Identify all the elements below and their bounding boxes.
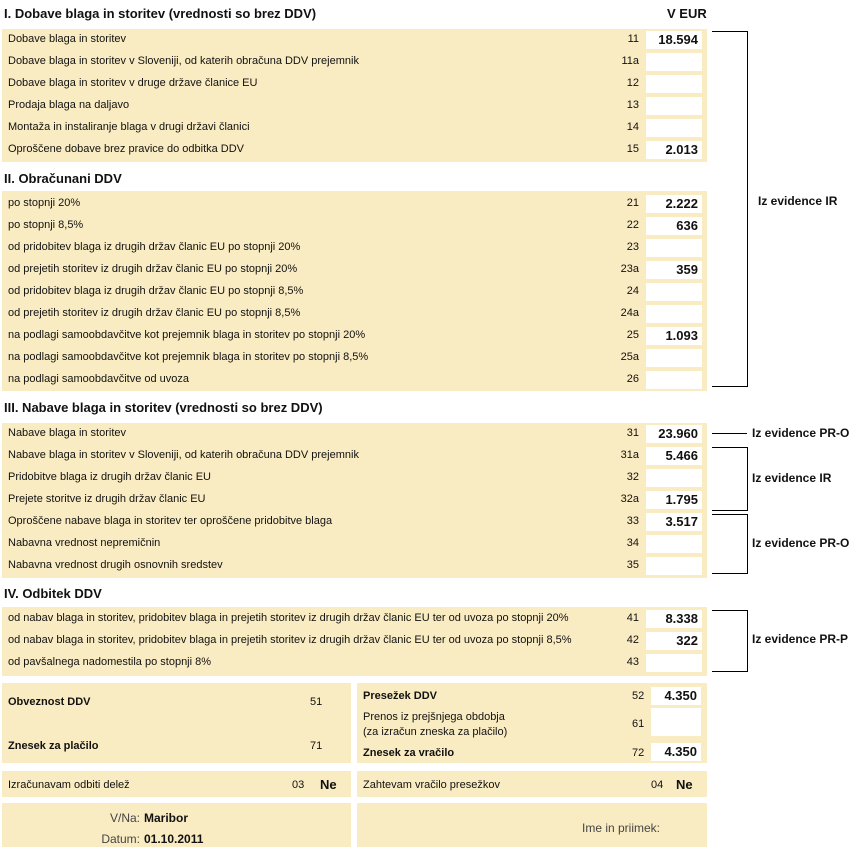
form-row-25 — [2, 325, 707, 347]
form-row-33 — [2, 511, 707, 533]
odbitni-delez-num: 03 — [292, 779, 305, 791]
form-row-22 — [2, 215, 707, 237]
row-number: 32 — [626, 471, 639, 483]
row-label: od prejetih storitev iz drugih držav članic EU po stopnji 8,5% — [8, 307, 301, 319]
row-value-field[interactable] — [646, 535, 702, 553]
row-label: po stopnji 20% — [8, 197, 81, 209]
znesek-vracilo-field[interactable]: 4.350 — [651, 743, 701, 761]
row-label: Prejete storitve iz drugih držav članic EU — [8, 493, 206, 505]
vracilo-presezkov-panel — [357, 771, 707, 797]
row-value-field[interactable] — [646, 371, 702, 389]
row-number: 15 — [626, 143, 639, 155]
row-number: 23a — [620, 263, 639, 275]
row-label: Prodaja blaga na daljavo — [8, 99, 130, 111]
section-2-panel — [2, 191, 707, 391]
row-number: 34 — [626, 537, 639, 549]
form-row-32 — [2, 467, 707, 489]
form-row-31 — [2, 423, 707, 445]
form-row-12 — [2, 73, 707, 95]
presezek-num: 52 — [632, 690, 645, 702]
row-value-field[interactable] — [646, 97, 702, 115]
row-label: Dobave blaga in storitev — [8, 33, 127, 45]
note-evidence-ir-1: Iz evidence IR — [758, 194, 838, 208]
row-number: 35 — [626, 559, 639, 571]
prenos-num: 61 — [632, 718, 645, 730]
row-label: na podlagi samoobdavčitve kot prejemnik blaga in storitev po stopnji 20% — [8, 329, 366, 341]
form-row-25a — [2, 347, 707, 369]
row-number: 31 — [626, 427, 639, 439]
row-label: Nabave blaga in storitev v Sloveniji, od katerih obračuna DDV prejemnik — [8, 449, 359, 461]
vracilo-presezkov-value[interactable]: Ne — [676, 777, 693, 792]
form-row-26 — [2, 369, 707, 391]
note-evidence-ir-2: Iz evidence IR — [752, 471, 832, 485]
presezek-label: Presežek DDV — [363, 690, 437, 702]
datum-value: 01.10.2011 — [144, 832, 204, 846]
row-label: od prejetih storitev iz drugih držav članic EU po stopnji 20% — [8, 263, 298, 275]
row-number: 11 — [627, 33, 639, 45]
row-number: 24a — [620, 307, 639, 319]
summary-right-panel — [357, 683, 707, 763]
vracilo-presezkov-num: 04 — [651, 779, 664, 791]
row-value-field[interactable]: 18.594 — [646, 31, 702, 49]
footer-right-panel — [357, 803, 707, 847]
obveznost-label: Obveznost DDV — [8, 696, 91, 708]
row-number: 14 — [626, 121, 639, 133]
row-label: Nabavna vrednost nepremičnin — [8, 537, 161, 549]
row-value-field[interactable] — [646, 53, 702, 71]
row-value-field[interactable]: 23.960 — [646, 425, 702, 443]
bracket-ir-1 — [712, 31, 748, 387]
footer-left-panel — [2, 803, 351, 847]
form-row-24a — [2, 303, 707, 325]
section-1-panel — [2, 29, 707, 162]
row-label: Oproščene dobave brez pravice do odbitka DDV — [8, 143, 245, 155]
note-evidence-pr-p: Iz evidence PR-P — [752, 632, 849, 646]
row-number: 22 — [626, 219, 639, 231]
row-value-field[interactable] — [646, 557, 702, 575]
row-number: 31a — [620, 449, 639, 461]
row-value-field[interactable] — [646, 305, 702, 323]
row-number: 26 — [626, 373, 639, 385]
prenos-label-line1: Prenos iz prejšnjega obdobja — [363, 711, 505, 723]
prenos-label-line2: (za izračun zneska za plačilo) — [363, 726, 508, 738]
section-3-panel — [2, 423, 707, 578]
row-value-field[interactable]: 2.222 — [646, 195, 702, 213]
currency-header: V EUR — [667, 6, 707, 21]
row-label: po stopnji 8,5% — [8, 219, 84, 231]
row-number: 41 — [626, 612, 639, 624]
bracket-ir-2 — [712, 447, 748, 511]
row-value-field[interactable] — [646, 75, 702, 93]
znesek-placilo-num: 71 — [310, 740, 323, 752]
row-label: na podlagi samoobdavčitve kot prejemnik blaga in storitev po stopnji 8,5% — [8, 351, 369, 363]
row-label: od pridobitev blaga iz drugih držav članic EU po stopnji 20% — [8, 241, 301, 253]
odbitni-delez-panel — [2, 771, 351, 797]
prenos-field[interactable] — [651, 708, 701, 736]
form-row-11 — [2, 29, 707, 51]
section-1-title: I. Dobave blaga in storitev (vrednosti so brez DDV) — [4, 6, 317, 21]
row-value-field[interactable]: 1.093 — [646, 327, 702, 345]
form-row-41 — [2, 608, 707, 630]
row-label: od nabav blaga in storitev, pridobitev blaga in prejetih storitev iz drugih držav članic EU ter od uvoza po stopnji 20% — [8, 612, 569, 624]
ime-priimek-label: Ime in priimek: — [582, 821, 661, 835]
row-number: 33 — [626, 515, 639, 527]
row-value-field[interactable]: 359 — [646, 261, 702, 279]
bracket-pr-p — [712, 610, 748, 672]
section-3-title: III. Nabave blaga in storitev (vrednosti so brez DDV) — [4, 400, 323, 415]
row-label: Oproščene nabave blaga in storitev ter oproščene pridobitve blaga — [8, 515, 333, 527]
row-value-field[interactable]: 3.517 — [646, 513, 702, 531]
row-number: 42 — [626, 634, 639, 646]
row-number: 25a — [620, 351, 639, 363]
form-row-14 — [2, 117, 707, 139]
form-row-15 — [2, 139, 707, 161]
row-number: 13 — [626, 99, 639, 111]
vracilo-presezkov-label: Zahtevam vračilo presežkov — [363, 779, 500, 791]
form-row-13 — [2, 95, 707, 117]
row-value-field[interactable]: 8.338 — [646, 610, 702, 628]
form-row-32a — [2, 489, 707, 511]
form-row-24 — [2, 281, 707, 303]
note-evidence-pr-o-2: Iz evidence PR-O — [752, 536, 850, 550]
row-label: Montaža in instaliranje blaga v drugi državi članici — [8, 121, 250, 133]
bracket-pr-o-1 — [712, 433, 747, 434]
row-label: Nabave blaga in storitev — [8, 427, 127, 439]
section-4-panel — [2, 607, 707, 676]
row-label: Nabavna vrednost drugih osnovnih sredstev — [8, 559, 223, 571]
row-value-field[interactable] — [646, 654, 702, 672]
vna-label: V/Na: — [109, 811, 140, 825]
row-value-field[interactable] — [646, 283, 702, 301]
row-number: 21 — [626, 197, 639, 209]
row-label: Dobave blaga in storitev v Sloveniji, od katerih obračuna DDV prejemnik — [8, 55, 359, 67]
row-number: 12 — [626, 77, 639, 89]
form-row-11a — [2, 51, 707, 73]
znesek-vracilo-num: 72 — [632, 747, 645, 759]
row-value-field[interactable]: 2.013 — [646, 141, 702, 159]
form-row-31a — [2, 445, 707, 467]
section-4-title: IV. Odbitek DDV — [4, 586, 102, 601]
row-number: 43 — [626, 656, 639, 668]
row-value-field[interactable] — [646, 119, 702, 137]
row-value-field[interactable]: 5.466 — [646, 447, 702, 465]
row-number: 24 — [626, 285, 639, 297]
form-row-43 — [2, 652, 707, 674]
obveznost-num: 51 — [310, 696, 323, 708]
znesek-placilo-label: Znesek za plačilo — [8, 740, 99, 752]
row-value-field[interactable] — [646, 469, 702, 487]
row-number: 32a — [620, 493, 639, 505]
form-row-23 — [2, 237, 707, 259]
row-value-field[interactable] — [646, 349, 702, 367]
row-number: 25 — [626, 329, 639, 341]
row-label: od nabav blaga in storitev, pridobitev blaga in prejetih storitev iz drugih držav članic EU ter od uvoza po stopnji 8,5% — [8, 634, 572, 646]
row-value-field[interactable] — [646, 239, 702, 257]
row-value-field[interactable]: 1.795 — [646, 491, 702, 509]
znesek-vracilo-label: Znesek za vračilo — [363, 747, 455, 759]
row-label: Dobave blaga in storitev v druge države članice EU — [8, 77, 258, 89]
section-2-title: II. Obračunani DDV — [4, 171, 122, 186]
note-evidence-pr-o-1: Iz evidence PR-O — [752, 426, 850, 440]
row-value-field[interactable]: 322 — [646, 632, 702, 650]
summary-left-panel — [2, 683, 351, 763]
row-label: Pridobitve blaga iz drugih držav članic EU — [8, 471, 211, 483]
form-row-34 — [2, 533, 707, 555]
odbitni-delez-label: Izračunavam odbiti delež — [8, 779, 130, 791]
form-row-23a — [2, 259, 707, 281]
row-value-field[interactable]: 636 — [646, 217, 702, 235]
form-row-21 — [2, 193, 707, 215]
row-label: od pridobitev blaga iz drugih držav članic EU po stopnji 8,5% — [8, 285, 304, 297]
row-number: 11a — [621, 55, 639, 67]
vna-value: Maribor — [144, 811, 189, 825]
datum-label: Datum: — [101, 832, 140, 846]
bracket-pr-o-2 — [712, 514, 748, 574]
form-row-35 — [2, 555, 707, 577]
presezek-field[interactable]: 4.350 — [651, 687, 701, 705]
row-label: na podlagi samoobdavčitve od uvoza — [8, 373, 190, 385]
odbitni-delez-value[interactable]: Ne — [320, 777, 337, 792]
row-label: od pavšalnega nadomestila po stopnji 8% — [8, 656, 212, 668]
row-number: 23 — [626, 241, 639, 253]
form-row-42 — [2, 630, 707, 652]
